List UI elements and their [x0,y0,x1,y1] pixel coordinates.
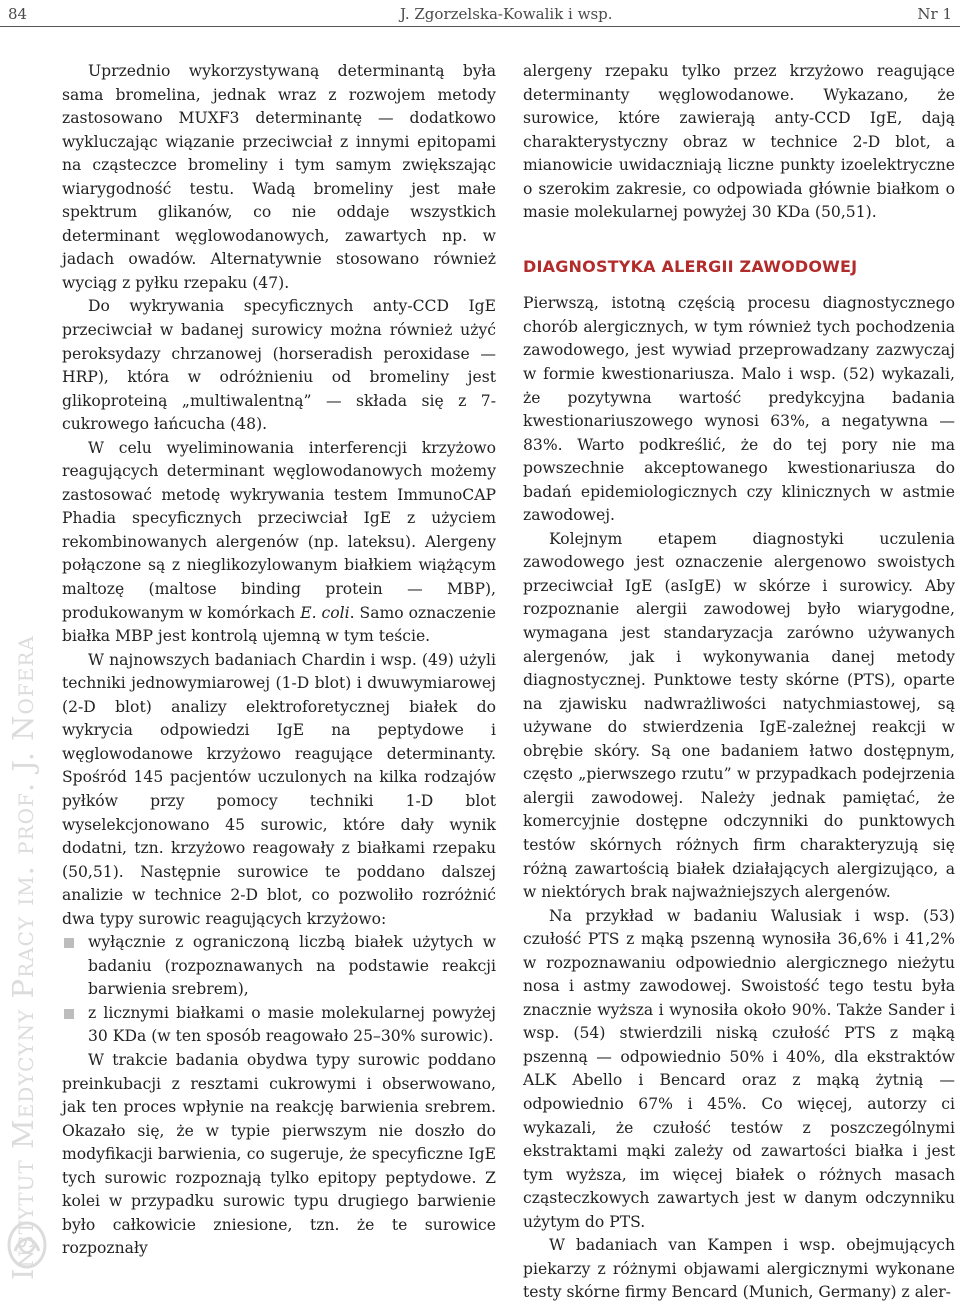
paragraph: W najnowszych badaniach Chardin i wsp. (49) użyli techniki jednowymiarowej (1-D blot) i dwuwymiarowej (2-D blot) analizy elektroforetycznej białek do wykrycia odpowiedzi IgE na peptydowe i węglowodanowe krzyżowo reagujące determinanty. Spośród 145 pacjentów uczulonych na kilka rodzajów pyłków przy pomocy techniki 1-D blot wyselekcjonowano 45 surowic, które dały wynik dodatni, tzn. krzyżowo reagowały z białkami rzepaku (50,51). Następnie surowice te poddano dalszej analizie w technice 2-D blot, co pozwoliło rozróżnić dwa typy surowic reagujących krzyżowo: [62,650,496,928]
paragraph: Kolejnym etapem diagnostyki uczulenia zawodowego jest oznaczenie alergenowo swoistych przeciwciał IgE (asIgE) w skórze i surowicy. Aby rozpoznanie alergii zawodowej było wiarygodne, wymagana jest standaryzacja zarówno używanych alergenów, jak i wykonywania danej metody diagnostycznej. Punktowe testy skórne (PTS), oparte na zjawisku nadwrażliwości natychmiastowej, są używane do stwierdzenia IgE-zależnej reakcji w obrębie skóry. Są one badaniem łatwo dostępnym, często „pierwszego rzutu” w przypadkach podejrzenia alergii zawodowej. Należy jednak pamiętać, że komercyjnie dostępne odczynniki do punktowych testów skórnych różnych firm charakteryzują się różną zawartością białek działających alergizująco, a w niektórych brak najważniejszych alergenów. [523,529,955,902]
running-author: J. Zgorzelska-Kowalik i wsp. [400,5,613,23]
list-item [62,931,496,1002]
list-item-text: z licznymi białkami o masie molekularnej powyżej 30 KDa (w ten sposób reagowało 25–30% surowic). [88,1003,496,1046]
right-column [523,60,955,1305]
bullet-list [62,931,496,1049]
list-item [62,1002,496,1049]
paragraph: W badaniach van Kampen i wsp. obejmujących piekarzy z różnymi objawami alergicznymi wykonane testy skórne firmy Bencard (Munich, Germany) z aler- [523,1236,955,1302]
text-run: . Samo oznaczenie białka MBP jest kontrolą ujemną w tym teście. [62,603,496,646]
species-name: E. coli [300,603,350,622]
bullet-square-icon [64,938,74,948]
paragraph: Pierwszą, istotną częścią procesu diagnostycznego chorób alergicznych, w tym również tych pochodzenia zawodowego, jest wywiad przeprowadzany zazwyczaj w formie kwestionariusza. Malo i wsp. (52) wykazali, że pozytywna wartość predykcyjna badania kwestionariuszowego wynosi 63%, a negatywna — 83%. Warto podkreślić, że do tej pory nie ma powszechnie akceptowanego kwestionariusza do badań epidemiologicznych czy klinicznych w astmie zawodowej. [523,294,955,525]
bullet-square-icon [64,1009,74,1019]
left-column [62,60,496,1261]
header-rule [0,26,960,27]
list-item-text: wyłącznie z ograniczoną liczbą białek użytych w badaniu (rozpoznawanych na podstawie reakcji barwienia srebrem), [88,933,496,999]
institute-seal-icon [5,1215,49,1271]
text-run: W celu wyeliminowania interferencji krzyżowo reagujących determinant węglowodanowych możemy zastosować metodę wykrywania testem ImmunoCAP Phadia specyficznych przeciwciał IgE z użyciem rekombinowanych alergenów (np. lateksu). Alergeny połączone są z nieglikozylowanym białkiem wiążącym maltozę (maltose binding protein — MBP), produkowanym w komórkach [62,438,496,622]
paragraph: Uprzednio wykorzystywaną determinantą była sama bromelina, jednak wraz z rozwojem metody zastosowano MUXF3 determinantę — dodatkowo wykluczając wiązanie przeciwciał z innymi epitopami na cząsteczce bromeliny i tym samym zwiększając wiarygodność testu. Wadą bromeliny jest małe spektrum glikanów, co nie oddaje wszystkich determinant węglowodanowych, zawartych np. w jadach owadów. Alternatywnie stosowano również wyciąg z pyłku rzepaku (47). [62,62,496,292]
paragraph [62,437,496,649]
section-heading: DIAGNOSTYKA ALERGII ZAWODOWEJ [523,256,858,276]
page-number: 84 [8,5,28,23]
issue-number: Nr 1 [917,5,952,23]
paragraph: W trakcie badania obydwa typy surowic poddano preinkubacji z resztami cukrowymi i obserwowano, jak ten proces wpłynie na reakcję barwienia srebrem. Okazało się, że w typie pierwszym nie doszło do modyfikacji barwienia, co sugeruje, że specyficzne IgE tych surowic rozpoznają tylko epitopy peptydowe. Z kolei w przypadku surowic typu drugiego barwienie było całkowicie zniesione, tzn. że te surowice rozpoznały [62,1050,496,1258]
running-header [0,0,960,26]
paragraph: Do wykrywania specyficznych anty-CCD IgE przeciwciał w badanej surowicy można również użyć peroksydazy chrzanowej (horseradish peroxidase — HRP), która w odróżnieniu od bromeliny jest glikoproteiną „multiwalentną” — składa się z 7-cukrowego łańcucha (48). [62,297,496,434]
institute-watermark: Instytut Medycyny Pracy im. prof. J. Nofera [6,635,40,1280]
paragraph: alergeny rzepaku tylko przez krzyżowo reagujące determinanty węglowodanowe. Wykazano, że surowice, które zawierają anty-CCD IgE, dają charakterystyczny obraz w technice 2-D blot, a mianowicie uwidaczniają liczne punkty izoelektryczne o szerokim zakresie, co odpowiada głównie białkom o masie molekularnej powyżej 30 KDa (50,51). [523,62,955,222]
paragraph: Na przykład w badaniu Walusiak i wsp. (53) czułość PTS z mąką pszenną wynosiła 36,6% i 41,2% w rozpoznawaniu odpowiednio alergicznego nieżytu nosa i astmy zawodowej. Swoistość tego testu była znacznie wyższa i wynosiła około 90%. Także Sander i wsp. (54) stwierdzili niską czułość PTS z mąką pszenną — odpowiednio 50% i 40%, dla ekstraktów ALK Abello i Bencard oraz z mąką żytnią — odpowiednio 67% i 45%. Co więcej, autorzy ci wykazali, że czułość testów z poszczególnymi ekstraktami mąki zależy od zawartości białka i jest tym wyższa, im więcej białek o różnych masach cząsteczkowych zawartych jest w danym odczynniku użytym do PTS. [523,906,955,1231]
